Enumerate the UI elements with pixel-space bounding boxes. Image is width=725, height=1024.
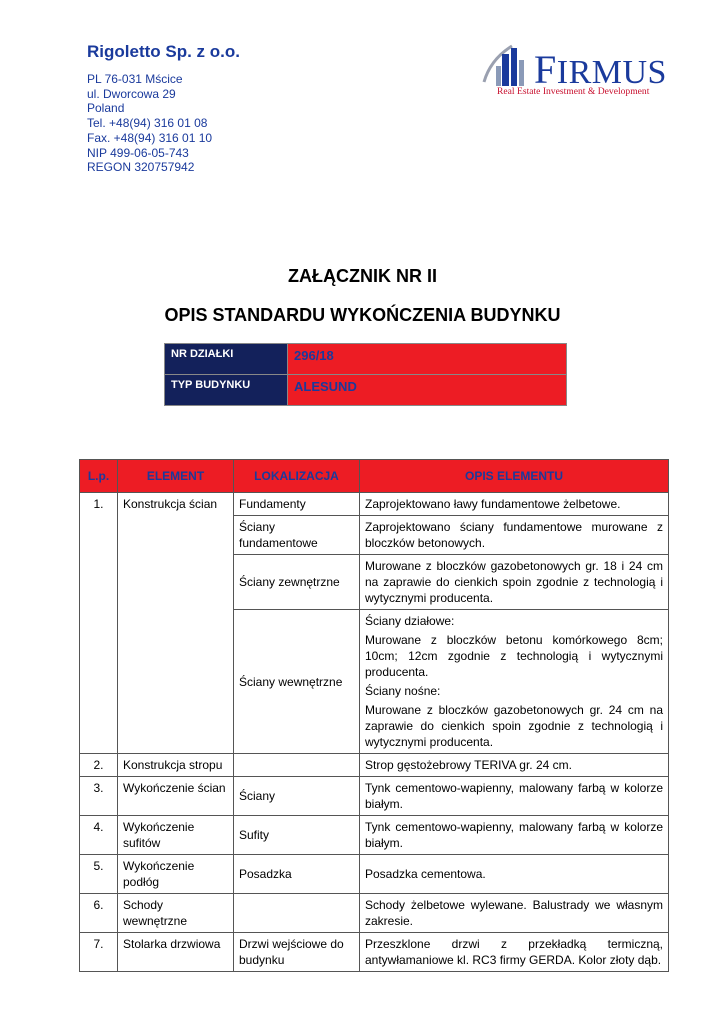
description-text: Posadzka cementowa. (365, 867, 486, 881)
fax-line: Fax. +48(94) 316 01 10 (87, 130, 213, 145)
description-text: Murowane z bloczków gazobetonowych gr. 24 cm na zaprawie do cienkich spoin zgodnie z technologią i wytycznymi producenta. (365, 703, 663, 749)
row-description (360, 516, 669, 555)
row-location: Ściany fundamentowe (234, 516, 360, 555)
phone-line: Tel. +48(94) 316 01 08 (87, 116, 208, 131)
table-row (80, 754, 669, 777)
row-location (234, 894, 360, 933)
address-line: Poland (87, 101, 125, 116)
description-text: Ściany działowe: (365, 614, 455, 628)
regon-line: REGON 320757942 (87, 160, 195, 175)
header-element: ELEMENT (118, 460, 234, 493)
document-title: ZAŁĄCZNIK NR II (288, 266, 437, 286)
company-name: Rigoletto Sp. z o.o. (87, 42, 240, 61)
row-location: Drzwi wejściowe do budynku (234, 933, 360, 972)
row-description (360, 493, 669, 516)
row-location: Ściany wewnętrzne (234, 610, 360, 754)
row-number: 7. (80, 933, 118, 972)
specification-table (79, 459, 669, 972)
row-number: 6. (80, 894, 118, 933)
nip-line: NIP 499-06-05-743 (87, 145, 189, 160)
header-lokalizacja: LOKALIZACJA (234, 460, 360, 493)
company-block (87, 42, 240, 175)
row-element: Stolarka drzwiowa (118, 933, 234, 972)
row-location: Ściany (234, 777, 360, 816)
description-text: Ściany nośne: (365, 684, 441, 698)
document-subtitle: OPIS STANDARDU WYKOŃCZENIA BUDYNKU (164, 305, 561, 325)
row-location: Fundamenty (234, 493, 360, 516)
description-text: Murowane z bloczków betonu komórkowego 8cm; 10cm; 12cm zgodnie z technologią i wytycznymi producenta. (365, 633, 663, 679)
description-text: Przeszklone drzwi z przekładką termiczną, antywłamaniowe kl. RC3 firmy GERDA. Kolor złoty dąb. (365, 937, 663, 967)
row-element: Wykończenie ścian (118, 777, 234, 816)
table-row (80, 855, 669, 894)
row-element: Konstrukcja stropu (118, 754, 234, 777)
address-line: PL 76-031 Mścice (87, 72, 183, 86)
row-description (360, 894, 669, 933)
row-element: Wykończenie sufitów (118, 816, 234, 855)
logo-tagline: Real Estate Investment & Development (497, 86, 650, 97)
row-description (360, 777, 669, 816)
row-description (360, 555, 669, 610)
row-element: Wykończenie podłóg (118, 855, 234, 894)
row-number: 2. (80, 754, 118, 777)
row-number: 1. (80, 493, 118, 754)
header-lp: L.p. (80, 460, 118, 493)
row-element: Schody wewnętrzne (118, 894, 234, 933)
row-location: Posadzka (234, 855, 360, 894)
row-description (360, 754, 669, 777)
table-row (80, 894, 669, 933)
row-number: 5. (80, 855, 118, 894)
table-header-row (80, 460, 669, 493)
company-address (87, 72, 240, 175)
building-info-table (164, 343, 567, 406)
table-row (80, 777, 669, 816)
info-row (165, 375, 567, 406)
description-text: Schody żelbetowe wylewane. Balustrady we własnym zakresie. (365, 898, 663, 928)
firmus-logo (482, 42, 667, 100)
table-row (80, 493, 669, 516)
table-row (80, 816, 669, 855)
row-description (360, 816, 669, 855)
building-type-value: ALESUND (288, 375, 567, 406)
row-description (360, 610, 669, 754)
description-text: Tynk cementowo-wapienny, malowany farbą w kolorze białym. (365, 820, 663, 850)
info-row (165, 344, 567, 375)
plot-number-value: 296/18 (288, 344, 567, 375)
description-text: Strop gęstożebrowy TERIVA gr. 24 cm. (365, 758, 572, 772)
description-text: Zaprojektowano ściany fundamentowe murowane z bloczków betonowych. (365, 520, 663, 550)
building-type-label: TYP BUDYNKU (165, 375, 288, 406)
table-row (80, 933, 669, 972)
description-text: Murowane z bloczków gazobetonowych gr. 18 i 24 cm na zaprawie do cienkich spoin zgodnie z technologią i wytycznymi producenta. (365, 559, 663, 605)
building-logo-icon (482, 42, 542, 88)
address-line: ul. Dworcowa 29 (87, 86, 176, 101)
row-location (234, 754, 360, 777)
row-element: Konstrukcja ścian (118, 493, 234, 754)
logo-wordmark-initial: F (534, 47, 557, 92)
row-description (360, 855, 669, 894)
row-number: 3. (80, 777, 118, 816)
description-text: Zaprojektowano ławy fundamentowe żelbetowe. (365, 497, 621, 511)
description-text: Tynk cementowo-wapienny, malowany farbą w kolorze białym. (365, 781, 663, 811)
header-opis: OPIS ELEMENTU (360, 460, 669, 493)
row-description (360, 933, 669, 972)
plot-number-label: NR DZIAŁKI (165, 344, 288, 375)
logo-wordmark-rest: IRMUS (556, 54, 667, 91)
row-location: Sufity (234, 816, 360, 855)
row-location: Ściany zewnętrzne (234, 555, 360, 610)
row-number: 4. (80, 816, 118, 855)
